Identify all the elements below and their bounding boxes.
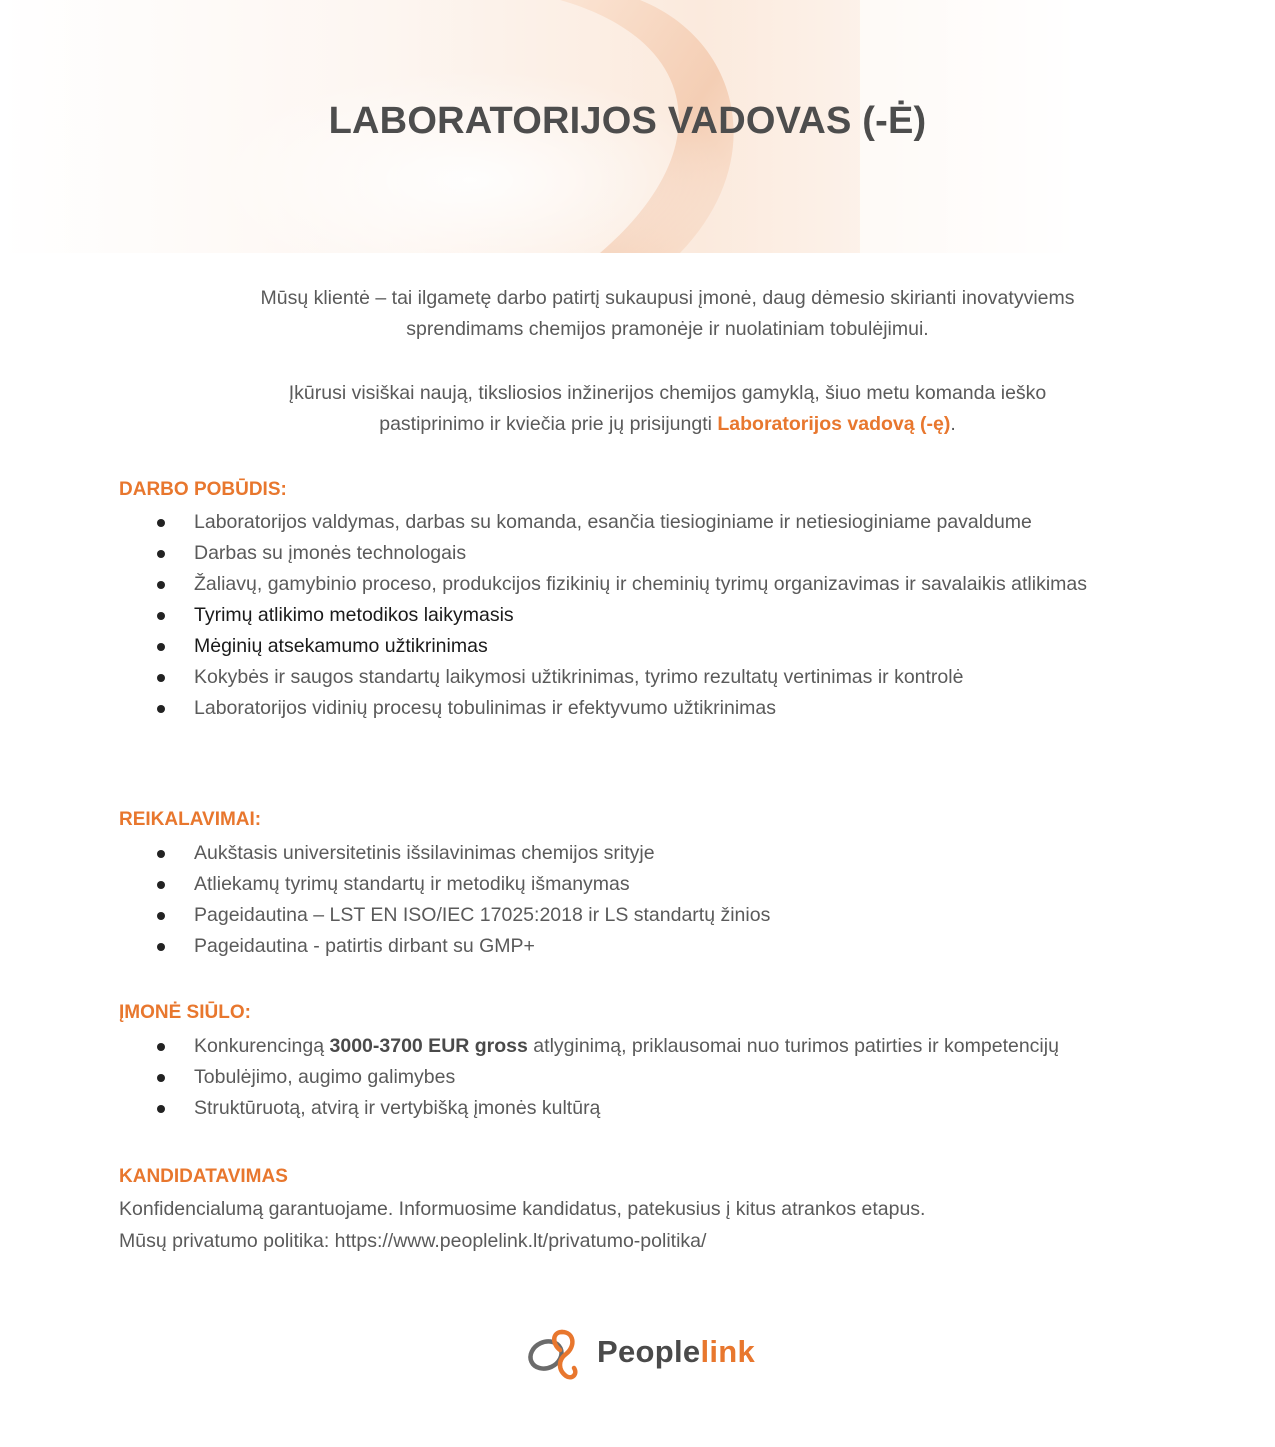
bullet-icon [157,643,165,651]
intro-text: . [950,413,956,435]
intro-line [150,409,1185,440]
peoplelink-logo-icon [522,1322,584,1384]
list-item: Kokybės ir saugos standartų laikymosi užtikrinimas, tyrimo rezultatų vertinimas ir kontrolė [120,664,1150,691]
list-item: Atliekamų tyrimų standartų ir metodikų išmanymas [120,871,1150,898]
siulo-list [120,1033,1180,1126]
intro-line: Mūsų klientė – tai ilgametę darbo patirtį sukaupusi įmonė, daug dėmesio skirianti inovatyviems [260,287,1075,309]
list-item: Tyrimų atlikimo metodikos laikymasis [120,602,1150,629]
position-highlight: Laboratorijos vadovą (-ę) [717,413,951,435]
bullet-icon [157,612,165,620]
logo-text: Peoplelink [597,1334,756,1369]
bullet-icon [157,519,165,527]
bullet-icon [157,1043,165,1051]
intro-paragraph-2 [150,378,1185,440]
bullet-icon [157,850,165,858]
page-title: LABORATORIJOS VADOVAS (-Ė) [328,100,927,142]
bullet-icon [157,1074,165,1082]
darbo-list [120,509,1150,726]
section-title-reikalavimai: REIKALAVIMAI: [119,809,262,830]
intro-text: pastiprinimo ir kviečia prie jų prisijungti [379,413,718,435]
list-item: Struktūruotą, atvirą ir vertybišką įmonės kultūrą [120,1095,1180,1122]
bullet-icon [157,1105,165,1113]
peoplelink-logo [522,1322,762,1384]
bullet-icon [157,881,165,889]
bullet-icon [157,581,165,589]
list-item: Konkurencingą 3000-3700 EUR gross atlyginimą, priklausomai nuo turimos patirties ir kompetencijų [120,1033,1180,1060]
list-item: Žaliavų, gamybinio proceso, produkcijos fizikinių ir cheminių tyrimų organizavimas ir savalaikis atlikimas [120,571,1150,598]
section-title-kandidatavimas: KANDIDATAVIMAS [119,1166,288,1187]
list-item: Laboratorijos vidinių procesų tobulinimas ir efektyvumo užtikrinimas [120,695,1150,722]
kandidatavimas-text: Konfidencialumą garantuojame. Informuosime kandidatus, patekusius į kitus atrankos etapus. [119,1198,926,1220]
bullet-icon [157,550,165,558]
intro-paragraph-1 [120,283,1215,345]
list-item: Tobulėjimo, augimo galimybes [120,1064,1180,1091]
intro-line: Įkūrusi visiškai naują, tiksliosios inžinerijos chemijos gamyklą, šiuo metu komanda ieško [288,382,1047,404]
section-title-siulo: ĮMONĖ SIŪLO: [119,1002,251,1023]
intro-line: sprendimams chemijos pramonėje ir nuolatiniam tobulėjimui. [406,318,929,340]
bullet-icon [157,674,165,682]
list-item: Darbas su įmonės technologais [120,540,1150,567]
bullet-icon [157,705,165,713]
list-item: Aukštasis universitetinis išsilavinimas chemijos srityje [120,840,1150,867]
list-item: Mėginių atsekamumo užtikrinimas [120,633,1150,660]
list-item: Pageidautina - patirtis dirbant su GMP+ [120,933,1150,960]
list-item: Pageidautina – LST EN ISO/IEC 17025:2018 ir LS standartų žinios [120,902,1150,929]
bullet-icon [157,943,165,951]
salary-range: 3000-3700 EUR gross [329,1035,528,1057]
bullet-icon [157,912,165,920]
list-item: Laboratorijos valdymas, darbas su komanda, esančia tiesioginiame ir netiesioginiame pavaldume [120,509,1150,536]
reikalavimai-list [120,840,1150,964]
section-title-darbo: DARBO POBŪDIS: [119,479,287,500]
privacy-policy-link[interactable]: Mūsų privatumo politika: https://www.peoplelink.lt/privatumo-politika/ [119,1230,707,1252]
